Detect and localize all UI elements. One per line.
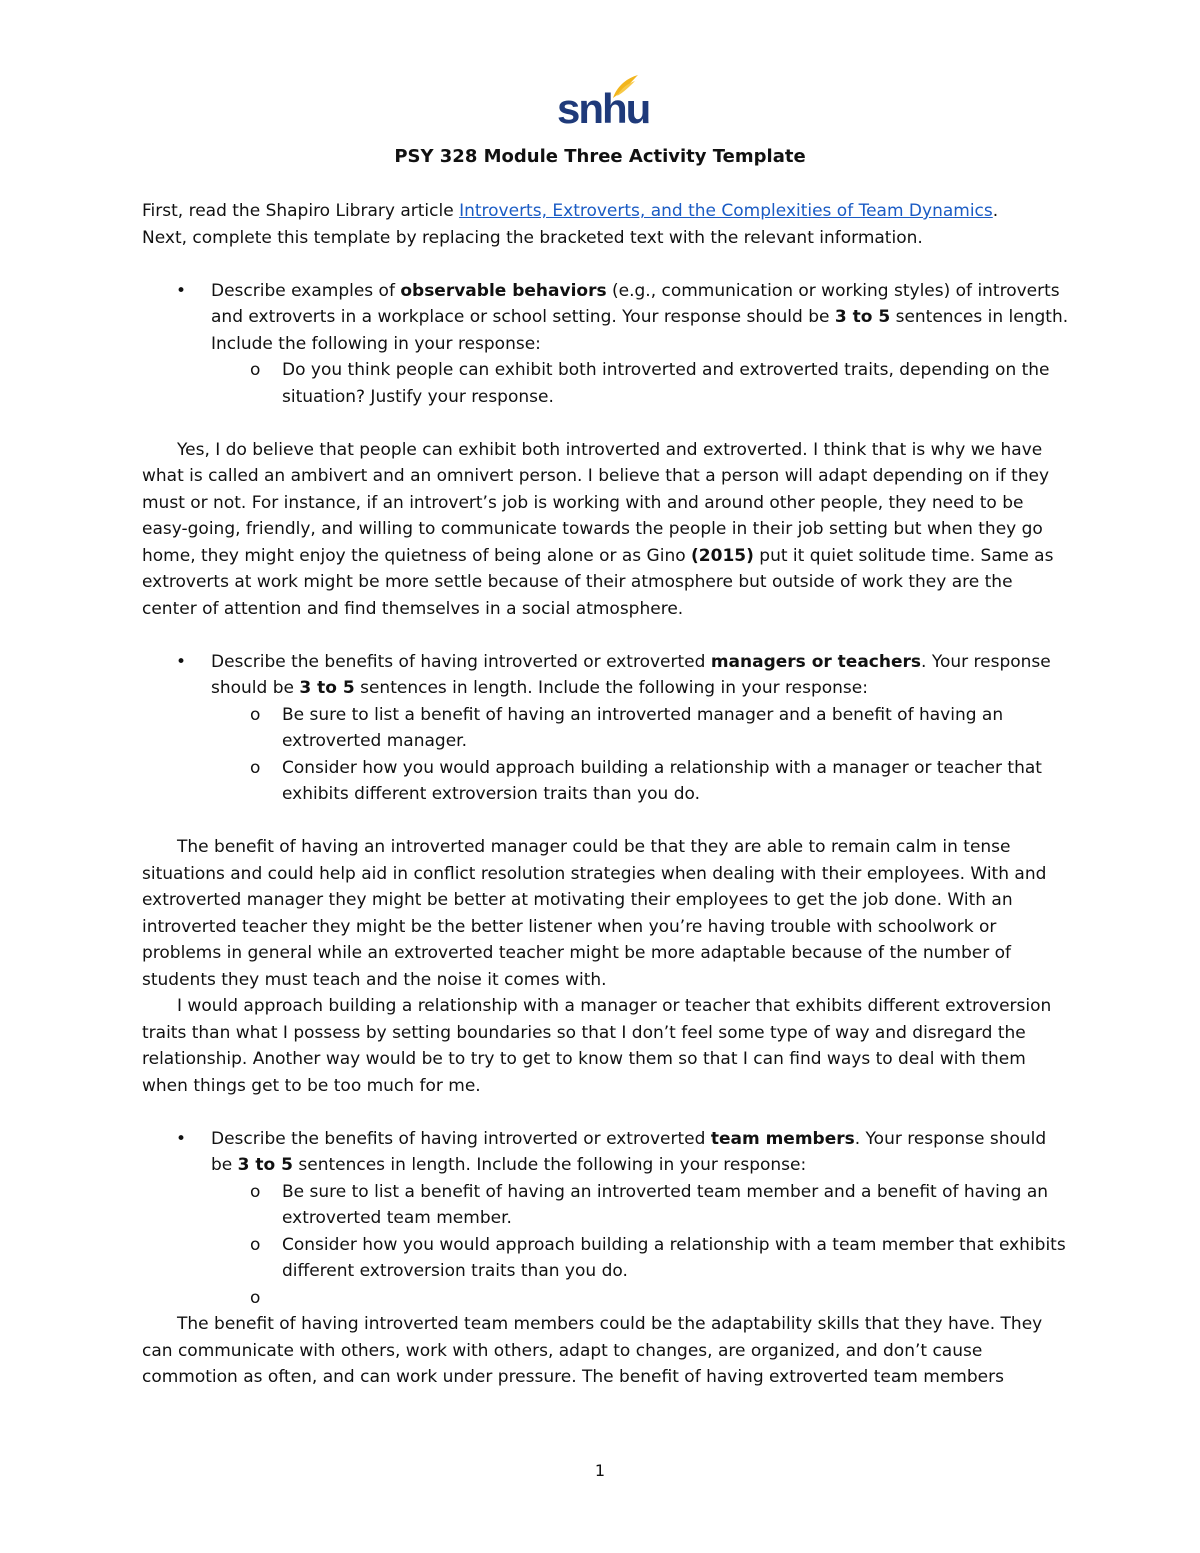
- subitem-text: Do you think people can exhibit both introverted and extroverted traits, depending on the situation? Justify your response.: [282, 360, 1050, 407]
- article-link[interactable]: Introverts, Extroverts, and the Complexities of Team Dynamics: [459, 201, 993, 221]
- subitem-text: Consider how you would approach building a relationship with a team member that exhibits different extroversion traits than you do.: [282, 1234, 1066, 1281]
- page-number: 1: [594, 1461, 606, 1480]
- prompt-emphasis: 3 to 5: [299, 678, 355, 698]
- prompt-subitem-empty: [142, 1285, 1072, 1312]
- prompt-bullet-behaviors: [142, 278, 1072, 358]
- sub-bullet-glyph: o: [250, 1287, 261, 1308]
- intro-line-2: Next, complete this template by replacing the bracketed text with the relevant information.: [142, 227, 923, 248]
- prompt-bullet-team-members: [142, 1126, 1072, 1179]
- prompt-text: Describe the benefits of having introverted or extroverted: [211, 1128, 711, 1149]
- sub-bullet-glyph: o: [250, 1181, 261, 1202]
- prompt-bullet-managers: [142, 649, 1072, 702]
- sub-bullet-glyph: o: [250, 704, 261, 725]
- sub-bullet-glyph: o: [250, 757, 261, 778]
- answer-text: put it quiet solitude time. Same as extroverts at work might be more settle because of their atmosphere but outside of work they are the center of attention and find themselves in a social atmosphere.: [142, 545, 1054, 619]
- answer-text: Yes, I do believe that people can exhibit both introverted and extroverted. I think that is why we have what is called an ambivert and an omnivert person. I believe that a person will adapt depending on if they must or not. For instance, if an introvert’s job is working with and around other people, they need to be easy-going, friendly, and willing to communicate towards the people in their job setting but when they go home, they might enjoy the quietness of being alone or as Gino: [142, 439, 1050, 566]
- prompt-text: sentences in length. Include the following in your response:: [211, 307, 1069, 354]
- answer-paragraph: The benefit of having an introverted manager could be that they are able to remain calm in tense situations and could help aid in conflict resolution strategies when dealing with their employees. With and extroverted manager they might be better at motivating their employees to get the job done. With an introverted teacher they might be the better listener when you’re having trouble with schoolwork or problems in general while an extroverted teacher might be more adaptable because of the number of students they must teach and the noise it comes with.: [142, 837, 1047, 990]
- prompt-text: Describe the benefits of having introverted or extroverted: [211, 651, 711, 672]
- prompt-text: (e.g., communication or working styles) of introverts and extroverts in a workplace or school setting. Your response should be: [211, 280, 1060, 327]
- prompt-emphasis: 3 to 5: [237, 1155, 293, 1175]
- document-body: [142, 198, 1072, 1391]
- prompt-subitem: [142, 1179, 1072, 1232]
- intro-period: .: [992, 201, 999, 221]
- answer-paragraph: [142, 437, 1072, 623]
- subitem-text: Consider how you would approach building a relationship with a manager or teacher that exhibits different extroversion traits than you do.: [282, 757, 1042, 804]
- snhu-logo: [557, 74, 650, 132]
- prompt-text: . Your response should be: [211, 651, 1051, 698]
- prompt-text: sentences in length. Include the following in your response:: [292, 1155, 807, 1175]
- answer-paragraph: I would approach building a relationship with a manager or teacher that exhibits different extroversion traits than what I possess by setting boundaries so that I don’t feel some type of way and disregard the relationship. Another way would be to try to get to know them so that I can find ways to deal with them when things get to be too much for me.: [142, 996, 1052, 1096]
- sub-bullet-glyph: o: [250, 1234, 261, 1255]
- intro-line-1: [142, 198, 1072, 225]
- prompt-emphasis: 3 to 5: [834, 307, 891, 327]
- bullet-glyph: •: [176, 280, 187, 301]
- bullet-glyph: •: [176, 1128, 187, 1149]
- prompt-subitem: [142, 755, 1072, 808]
- prompt-text: Describe examples of: [211, 280, 401, 301]
- logo-wordmark: snhu: [557, 85, 650, 132]
- prompt-text: . Your response should be: [211, 1128, 1047, 1175]
- answer-paragraph: The benefit of having introverted team members could be the adaptability skills that they have. They can communicate with others, work with others, adapt to changes, are organized, and don’t cause commotion as often, and can work under pressure. The benefit of having extroverted team members: [142, 1314, 1043, 1387]
- citation-year: (2015): [691, 545, 754, 566]
- prompt-text: sentences in length. Include the following in your response:: [354, 678, 868, 698]
- prompt-subitem: [142, 702, 1072, 755]
- subitem-text: Be sure to list a benefit of having an introverted team member and a benefit of having an extroverted team member.: [282, 1181, 1049, 1228]
- sub-bullet-glyph: o: [250, 360, 261, 380]
- intro-block: [142, 198, 1072, 251]
- page-title: PSY 328 Module Three Activity Template: [394, 146, 806, 167]
- prompt-subitem: [142, 357, 1072, 410]
- intro-text: First, read the Shapiro Library article: [142, 201, 460, 221]
- prompt-emphasis: team members: [710, 1128, 855, 1149]
- bullet-glyph: •: [176, 651, 187, 672]
- prompt-subitem: [142, 1232, 1072, 1285]
- subitem-text: Be sure to list a benefit of having an introverted manager and a benefit of having an extroverted manager.: [282, 704, 1004, 751]
- prompt-emphasis: observable behaviors: [400, 280, 607, 301]
- prompt-emphasis: managers or teachers: [710, 651, 922, 672]
